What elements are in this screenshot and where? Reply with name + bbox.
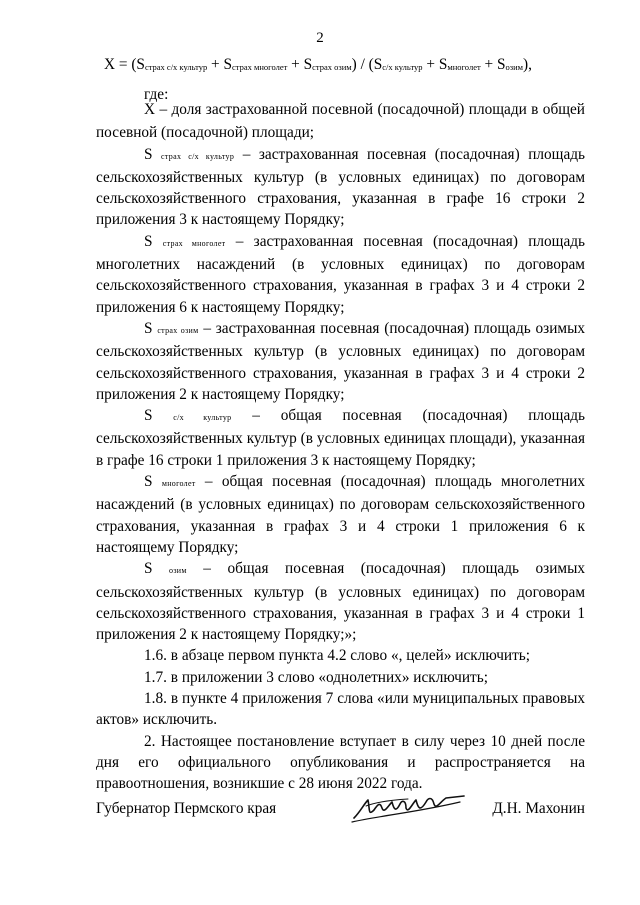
formula-mid: ) / (S bbox=[351, 56, 383, 73]
definition-text: – застрахованная посевная (посадочная) площадь озимых сельскохозяйственных культур (в условных единицах) по договорам сельскохозяйственного страхования, указанная в графах 3 и 4 строки 2 приложения 2 к настоящему Порядку; bbox=[96, 319, 586, 403]
signature-block bbox=[96, 800, 585, 840]
definition-paragraph bbox=[96, 99, 585, 144]
formula-plus: + S bbox=[287, 56, 313, 73]
definition-paragraph bbox=[96, 231, 585, 318]
definition-paragraph bbox=[96, 558, 585, 645]
signatory-name: Д.Н. Махонин bbox=[492, 800, 585, 817]
effective-date-paragraph: 2. Настоящее постановление вступает в силу через 10 дней после дня его официального опубликования и распространяется на правоотношения, возникшие с 28 июня 2022 года. bbox=[96, 732, 585, 793]
definition-paragraph bbox=[96, 405, 585, 471]
definition-text: – застрахованная посевная (посадочная) площадь сельскохозяйственных культур (в условных единицах) по договорам сельскохозяйственного страхования, указанная в графе 16 строки 2 приложения 3 к настоящему Порядку; bbox=[96, 145, 586, 229]
signatory-title: Губернатор Пермского края bbox=[96, 800, 277, 817]
definition-symbol: S bbox=[144, 319, 153, 337]
definition-text: – общая посевная (посадочная) площадь озимых сельскохозяйственных культур (в условных единицах) по договорам сельскохозяйственного страхования, указанная в графах 3 и 4 строки 1 приложения 2 к настоящему Порядку;»; bbox=[96, 560, 585, 644]
definition-symbol: S bbox=[144, 560, 153, 578]
definition-paragraph bbox=[96, 318, 585, 405]
amendment-item: 1.8. в пункте 4 приложения 7 слова «или муниципальных правовых актов» исключить. bbox=[96, 690, 585, 729]
definition-symbol: S bbox=[144, 232, 153, 250]
definition-text: – общая посевная (посадочная) площадь сельскохозяйственных культур (в условных единицах площади), указанная в графе 16 строки 1 приложения 3 к настоящему Порядку; bbox=[96, 407, 585, 469]
handwritten-signature bbox=[348, 790, 468, 828]
amendment-item: 1.7. в приложении 3 слово «однолетних» исключить; bbox=[144, 668, 488, 686]
definition-subscript: страх с/х культур bbox=[161, 151, 235, 161]
formula-plus: + S bbox=[207, 56, 233, 73]
formula-sub: озим bbox=[505, 62, 524, 72]
definition-symbol: S bbox=[144, 145, 153, 163]
definition-paragraph bbox=[96, 471, 585, 558]
formula-sub: страх многолет bbox=[232, 62, 288, 72]
definition-subscript: озим bbox=[169, 566, 187, 576]
definition-text: – доля застрахованной посевной (посадочной) площади в общей посевной (посадочной) площади; bbox=[96, 101, 585, 142]
formula-lhs: X = (S bbox=[104, 56, 145, 73]
where-label: где: bbox=[144, 86, 169, 103]
formula bbox=[104, 56, 532, 74]
formula-plus: + S bbox=[480, 56, 506, 73]
definition-text: – застрахованная посевная (посадочная) площадь многолетних насаждений (в условных единицах) по договорам сельскохозяйственного страхования, указанная в графах 3 и 4 строки 2 приложения 6 к настоящему Порядку; bbox=[96, 232, 585, 316]
page-number: 2 bbox=[316, 30, 324, 46]
definition-symbol: S bbox=[144, 407, 153, 425]
definition-subscript: страх озим bbox=[157, 325, 199, 335]
document-body bbox=[96, 99, 585, 795]
amendment-item: 1.6. в абзаце первом пункта 4.2 слово «, целей» исключить; bbox=[144, 647, 530, 665]
definition-subscript: многолет bbox=[161, 479, 196, 489]
formula-sub: страх озим bbox=[312, 62, 352, 72]
formula-sub: страх с/х культур bbox=[144, 62, 208, 72]
formula-end: ), bbox=[523, 56, 532, 73]
definition-text: – общая посевная (посадочная) площадь многолетних насаждений (в условных единицах) по договорам сельскохозяйственного страхования, указанная в графах 3 и 4 строки 1 приложения 6 к настоящему Порядку; bbox=[96, 473, 585, 556]
definition-paragraph bbox=[96, 144, 585, 231]
formula-plus: + S bbox=[422, 56, 448, 73]
definition-subscript: с/х культур bbox=[173, 413, 232, 423]
formula-sub: многолет bbox=[447, 62, 481, 72]
definition-symbol: X bbox=[144, 101, 156, 118]
formula-sub: с/х культур bbox=[382, 62, 423, 72]
definition-subscript: страх многолет bbox=[162, 238, 226, 248]
definition-symbol: S bbox=[144, 473, 153, 491]
